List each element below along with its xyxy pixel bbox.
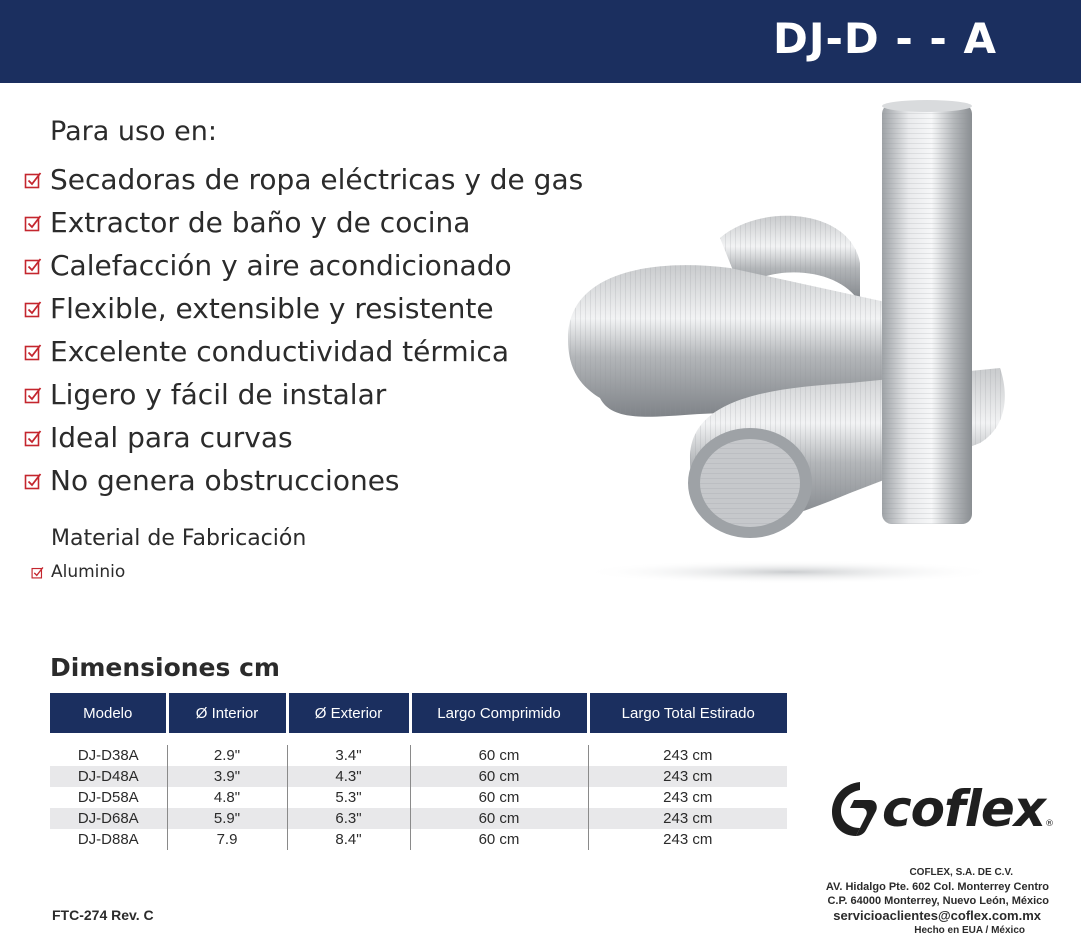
product-title: DJ-D - - A xyxy=(772,14,997,63)
feature-item xyxy=(24,459,583,502)
table-row xyxy=(50,808,787,829)
header-bar xyxy=(0,0,1081,83)
cell-model: DJ-D58A xyxy=(77,789,139,806)
cell-model: DJ-D68A xyxy=(50,808,167,829)
cell-compressed: 60 cm xyxy=(410,808,588,829)
feature-item xyxy=(24,201,583,244)
column-header: Largo Total Estirado xyxy=(588,693,787,733)
aluminum-flex-duct-image xyxy=(560,98,1020,588)
company-address-line-2: C.P. 64000 Monterrey, Nuevo León, México xyxy=(827,895,1049,907)
feature-item xyxy=(24,330,583,373)
feature-text: No genera obstrucciones xyxy=(50,464,400,497)
feature-text: Calefacción y aire acondicionado xyxy=(50,249,512,282)
cell-compressed: 60 cm xyxy=(410,829,588,850)
cell-stretched: 243 cm xyxy=(588,745,787,766)
company-address-line-1: AV. Hidalgo Pte. 602 Col. Monterrey Centro xyxy=(825,881,1049,893)
company-info xyxy=(826,866,1049,936)
document-code: FTC-274 Rev. C xyxy=(52,907,154,923)
cell-compressed: 60 cm xyxy=(410,745,588,766)
table-row xyxy=(50,787,787,808)
check-box-icon xyxy=(24,300,42,318)
feature-list xyxy=(24,158,583,502)
feature-text: Extractor de baño y de cocina xyxy=(50,206,471,239)
feature-item xyxy=(24,158,583,201)
feature-text: Excelente conductividad térmica xyxy=(50,335,509,368)
table-row xyxy=(50,745,787,766)
cell-interior: 2.9" xyxy=(167,745,287,766)
cell-interior: 7.9 xyxy=(167,829,287,850)
coflex-logo-mark-icon xyxy=(830,778,880,840)
column-header: Modelo xyxy=(50,693,167,733)
cell-exterior: 8.4" xyxy=(287,829,410,850)
table-row xyxy=(50,766,787,787)
cell-stretched: 243 cm xyxy=(588,787,787,808)
check-box-icon xyxy=(24,472,42,490)
cell-model: DJ-D48A xyxy=(50,766,167,787)
feature-text: Ideal para curvas xyxy=(50,421,293,454)
feature-text: Flexible, extensible y resistente xyxy=(50,292,494,325)
company-email: servicioaclientes@coflex.com.mx xyxy=(833,908,1041,923)
cell-stretched: 243 cm xyxy=(588,808,787,829)
check-box-icon xyxy=(24,429,42,447)
feature-item xyxy=(24,373,583,416)
logo-text: coflex xyxy=(882,780,1046,838)
column-header: Largo Comprimido xyxy=(410,693,588,733)
material-text: Aluminio xyxy=(51,562,126,582)
cell-model: DJ-D88A xyxy=(77,831,139,848)
cell-interior: 4.8" xyxy=(167,787,287,808)
cell-exterior: 3.4" xyxy=(287,745,410,766)
coflex-logo xyxy=(830,778,1054,840)
cell-compressed: 60 cm xyxy=(410,787,588,808)
check-box-icon xyxy=(24,171,42,189)
material-item xyxy=(31,562,125,582)
column-header: Ø Exterior xyxy=(287,693,410,733)
table-row xyxy=(50,829,787,850)
table-header-row xyxy=(50,693,787,733)
check-box-icon xyxy=(24,386,42,404)
cell-stretched: 243 cm xyxy=(588,766,787,787)
feature-text: Ligero y fácil de instalar xyxy=(50,378,387,411)
cell-interior: 3.9" xyxy=(167,766,287,787)
cell-exterior: 4.3" xyxy=(287,766,410,787)
company-name: COFLEX, S.A. DE C.V. xyxy=(909,867,1013,878)
feature-item xyxy=(24,287,583,330)
cell-compressed: 60 cm xyxy=(410,766,588,787)
feature-item xyxy=(24,244,583,287)
dimensions-heading: Dimensiones cm xyxy=(50,653,280,682)
cell-interior: 5.9" xyxy=(167,808,287,829)
registered-mark: ® xyxy=(1045,819,1055,829)
cell-exterior: 5.3" xyxy=(287,787,410,808)
cell-stretched: 243 cm xyxy=(588,829,787,850)
feature-text: Secadoras de ropa eléctricas y de gas xyxy=(50,163,584,196)
product-image xyxy=(560,98,1020,588)
dimensions-table xyxy=(50,693,787,850)
check-box-icon xyxy=(31,566,44,579)
made-in: Hecho en EUA / México xyxy=(914,925,1025,936)
check-box-icon xyxy=(24,343,42,361)
cell-model: DJ-D38A xyxy=(77,747,139,764)
material-heading: Material de Fabricación xyxy=(51,526,307,551)
feature-item xyxy=(24,416,583,459)
uses-heading: Para uso en: xyxy=(50,116,217,147)
cell-exterior: 6.3" xyxy=(287,808,410,829)
check-box-icon xyxy=(24,214,42,232)
column-header: Ø Interior xyxy=(167,693,287,733)
check-box-icon xyxy=(24,257,42,275)
